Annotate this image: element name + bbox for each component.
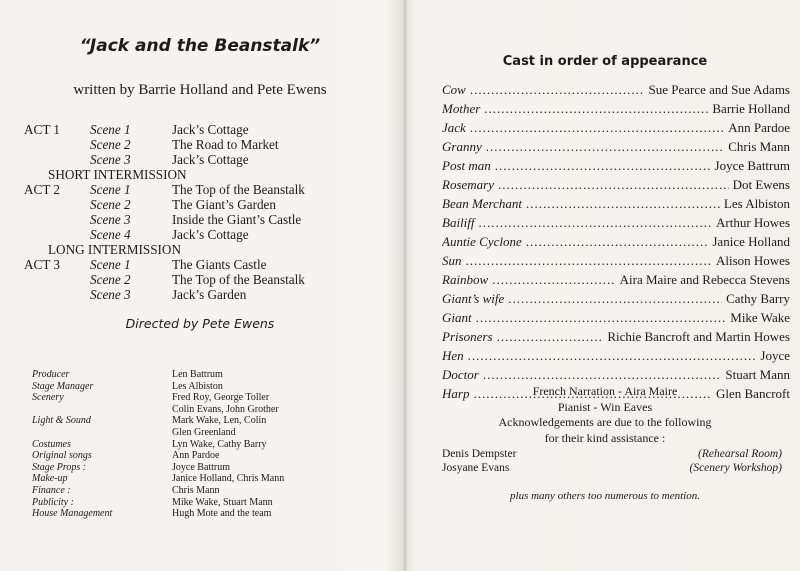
scene-label: Scene 3 (90, 212, 131, 227)
crew-role: Stage Props : (32, 461, 87, 473)
scene-location: Jack’s Cottage (172, 122, 249, 137)
dot-leader (508, 291, 722, 307)
cast-row (442, 329, 790, 348)
cast-role: Sun (442, 253, 462, 268)
dot-leader (484, 101, 708, 117)
right-page (410, 0, 800, 571)
credit-line: Acknowledgements are due to the following (498, 415, 712, 429)
crew-role: Original songs (32, 450, 92, 462)
cast-row (442, 234, 790, 253)
cast-row (442, 158, 790, 177)
scene-location: The Giant’s Garden (172, 197, 276, 212)
cast-row (442, 139, 790, 158)
intermission-label: LONG INTERMISSION (48, 242, 181, 257)
dot-leader (468, 348, 757, 364)
dot-leader (470, 120, 724, 136)
cast-actor: Joyce (760, 348, 790, 363)
scene-location: Inside the Giant’s Castle (172, 212, 302, 227)
scene-location: The Giants Castle (172, 257, 267, 272)
cast-actor: Arthur Howes (715, 215, 790, 230)
ack-purpose: (Scenery Workshop) (689, 462, 782, 474)
cast-row (442, 291, 790, 310)
play-title: “Jack and the Beanstalk” (79, 36, 321, 56)
cast-actor: Richie Bancroft and Martin Howes (607, 329, 790, 344)
cast-row (442, 101, 790, 120)
scene-label: Scene 1 (90, 122, 131, 137)
scene-row (0, 257, 400, 272)
scene-label: Scene 4 (90, 227, 131, 242)
cast-role: Cow (442, 82, 466, 97)
cast-row (442, 310, 790, 329)
cast-actor: Alison Howes (715, 253, 790, 268)
crew-names: Les Albiston (172, 380, 223, 392)
scene-location: Jack’s Cottage (172, 227, 249, 242)
cast-actor: Ann Pardoe (728, 120, 790, 135)
cast-heading: Cast in order of appearance (502, 54, 708, 69)
act-label: ACT 3 (24, 257, 61, 272)
cast-role: Hen (442, 348, 464, 363)
scene-location: The Top of the Beanstalk (172, 272, 305, 287)
cast-role: Mother (442, 101, 481, 116)
scene-location: The Road to Market (172, 137, 279, 152)
cast-row (442, 215, 790, 234)
cast-role: Giant (442, 310, 472, 325)
dot-leader (470, 82, 645, 98)
cast-row (442, 348, 790, 367)
dot-leader (476, 310, 727, 326)
crew-names: Mark Wake, Len, Colin (172, 415, 267, 427)
cast-actor: Cathy Barry (726, 291, 790, 306)
crew-names: Colin Evans, John Grother (172, 403, 279, 415)
cast-role: Jack (442, 120, 466, 135)
dot-leader (526, 196, 720, 212)
scene-location: Jack’s Garden (172, 287, 247, 302)
scene-row (0, 272, 400, 287)
scene-location: Jack’s Cottage (172, 152, 249, 167)
cast-row (442, 253, 790, 272)
crew-names: Len Battrum (172, 369, 223, 380)
cast-role: Post man (442, 158, 491, 173)
directed-by: Directed by Pete Ewens (125, 316, 275, 331)
crew-role: Make-up (32, 473, 68, 485)
scene-label: Scene 1 (90, 182, 131, 197)
cast-actor: Chris Mann (728, 139, 790, 154)
crew-role: House Management (32, 508, 113, 520)
crew-role: Costumes (32, 438, 71, 450)
cast-role: Prisoners (442, 329, 493, 344)
cast-actor: Aira Maire and Rebecca Stevens (619, 272, 790, 287)
others-note: plus many others too numerous to mention. (510, 490, 700, 502)
crew-role: Finance : (32, 485, 71, 496)
crew-names: Joyce Battrum (172, 461, 231, 473)
crew-names: Lyn Wake, Cathy Barry (172, 438, 267, 450)
crew-names: Glen Greenland (172, 427, 236, 438)
cast-actor: Joyce Battrum (714, 158, 790, 173)
scene-label: Scene 3 (90, 287, 131, 302)
dot-leader (526, 234, 709, 250)
cast-actor: Barrie Holland (712, 101, 790, 116)
cast-role: Auntie Cyclone (442, 234, 522, 249)
cast-row (442, 272, 790, 291)
cast-role: Bailiff (442, 215, 475, 230)
crew-role: Stage Manager (32, 380, 94, 392)
scene-row (0, 152, 400, 167)
scene-location: The Top of the Beanstalk (172, 182, 305, 197)
acknowledgement-row (442, 448, 782, 462)
scene-label: Scene 1 (90, 257, 131, 272)
ack-name: Denis Dempster (442, 448, 517, 460)
cast-role: Rainbow (442, 272, 489, 287)
cast-actor: Glen Bancroft (715, 386, 790, 401)
cast-role: Granny (442, 139, 482, 154)
ack-name: Josyane Evans (442, 462, 510, 474)
scene-row (0, 137, 400, 152)
cast-actor: Stuart Mann (725, 367, 790, 382)
scene-label: Scene 2 (90, 272, 131, 287)
crew-names: Janice Holland, Chris Mann (172, 473, 285, 485)
credit-line: Pianist - Win Eaves (557, 399, 653, 414)
scene-row (0, 197, 400, 212)
dot-leader (479, 215, 712, 231)
scene-row (0, 122, 400, 137)
scene-row (0, 182, 400, 197)
cast-row (442, 120, 790, 139)
scene-row (0, 287, 400, 302)
credit-line: French Narration - Aira Maire (532, 384, 678, 398)
cast-role: Harp (442, 386, 470, 401)
scene-row (0, 212, 400, 227)
dot-leader (492, 272, 615, 288)
act-label: ACT 1 (24, 122, 61, 137)
crew-names: Hugh Mote and the team (172, 508, 272, 520)
acknowledgement-row (442, 462, 782, 476)
crew-names: Mike Wake, Stuart Mann (172, 496, 273, 508)
authors-line: written by Barrie Holland and Pete Ewens (73, 82, 327, 98)
crew-role: Producer (32, 369, 70, 380)
cast-actor: Janice Holland (712, 234, 790, 249)
crew-role: Publicity : (32, 496, 74, 508)
cast-actor: Les Albiston (723, 196, 790, 211)
cast-row (442, 177, 790, 196)
dot-leader (495, 158, 711, 174)
cast-actor: Mike Wake (730, 310, 790, 325)
credit-line: for their kind assistance : (544, 430, 666, 445)
cast-role: Rosemary (442, 177, 494, 192)
scene-label: Scene 2 (90, 197, 131, 212)
cast-role: Bean Merchant (442, 196, 523, 211)
intermission-row (0, 242, 400, 257)
scene-row (0, 227, 400, 242)
cast-role: Giant’s wife (442, 291, 505, 306)
cast-row (442, 196, 790, 215)
crew-names: Ann Pardoe (172, 450, 220, 462)
crew-names: Chris Mann (172, 485, 220, 496)
cast-actor: Dot Ewens (732, 177, 790, 192)
crew-role: Scenery (32, 392, 64, 404)
scene-label: Scene 2 (90, 137, 131, 152)
dot-leader (497, 329, 604, 345)
credits-block (410, 384, 800, 446)
dot-leader (483, 367, 722, 383)
cast-actor: Sue Pearce and Sue Adams (648, 82, 790, 97)
crew-names: Fred Roy, George Toller (172, 392, 270, 404)
dot-leader (486, 139, 725, 155)
cast-row (442, 82, 790, 101)
dot-leader (498, 177, 729, 193)
cast-role: Doctor (442, 367, 479, 382)
act-label: ACT 2 (24, 182, 61, 197)
crew-role: Light & Sound (32, 415, 91, 427)
page-fold (403, 0, 407, 571)
ack-purpose: (Rehearsal Room) (698, 448, 782, 460)
scene-label: Scene 3 (90, 152, 131, 167)
intermission-label: SHORT INTERMISSION (48, 167, 187, 182)
intermission-row (0, 167, 400, 182)
dot-leader (466, 253, 712, 269)
